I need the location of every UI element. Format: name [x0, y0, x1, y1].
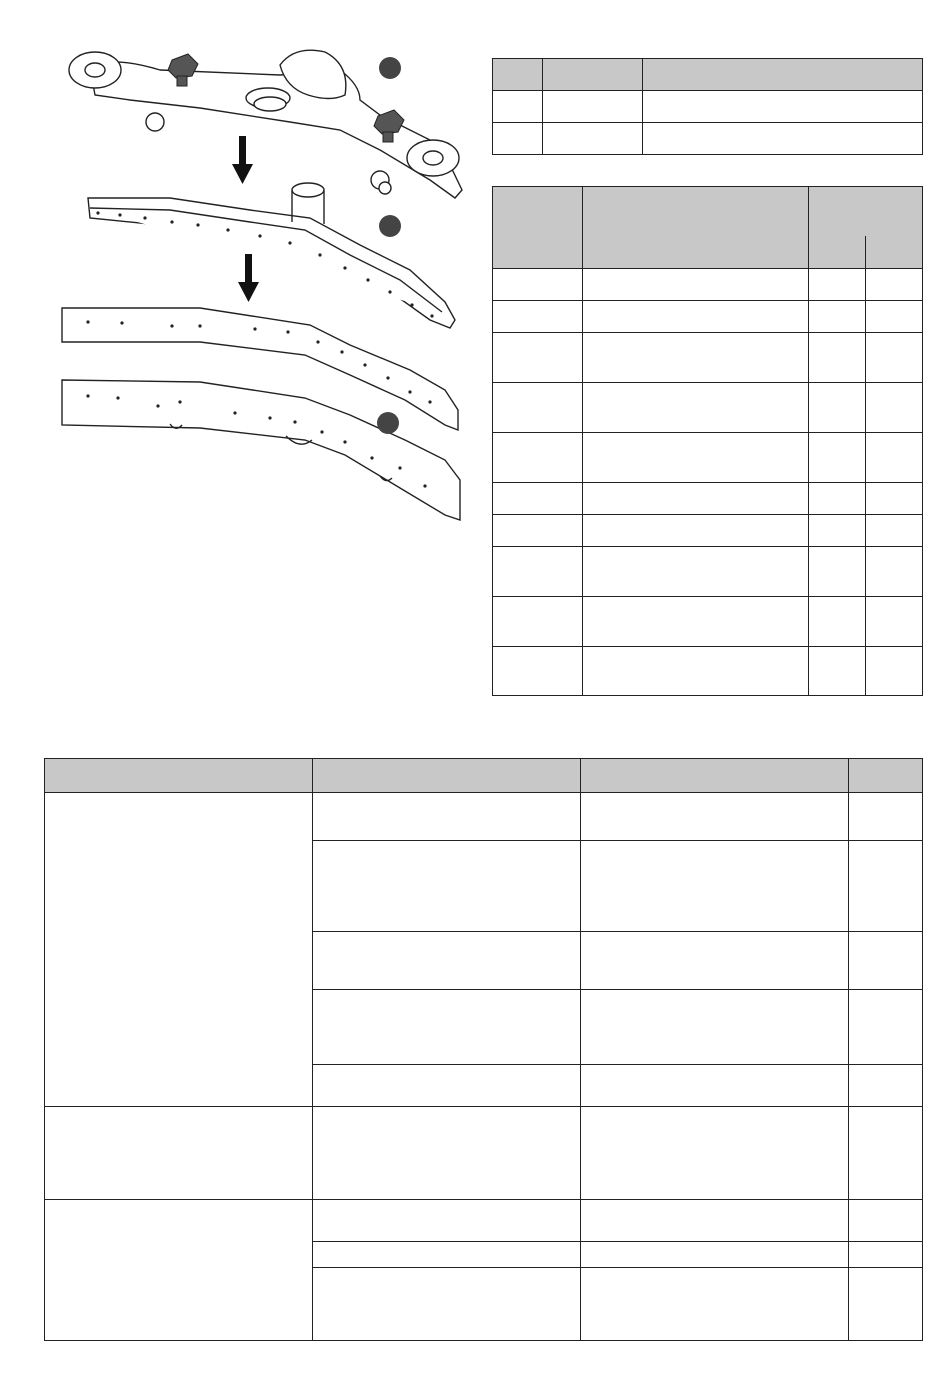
step-marker-icon: [377, 412, 399, 434]
table-cell: [581, 1242, 849, 1268]
table-header-row: [45, 759, 923, 793]
table-header-row: [493, 59, 923, 91]
table-cell: [583, 269, 809, 301]
table-header-cell: [313, 759, 581, 793]
table-cell: [581, 1065, 849, 1107]
table-cell: [866, 647, 923, 696]
table-cell: [493, 597, 583, 647]
squeegee-body-drawing: [88, 183, 455, 328]
table-cell: [313, 1200, 581, 1242]
table-header-row: [493, 187, 923, 269]
table-cell: [493, 515, 583, 547]
parts-table: [492, 186, 923, 696]
table-cell: [866, 433, 923, 483]
table-cell: [493, 433, 583, 483]
table-cell: [493, 333, 583, 383]
table-cell: [849, 1065, 923, 1107]
table-cell: [493, 301, 583, 333]
table-cell: [313, 1242, 581, 1268]
table-cell: [866, 333, 923, 383]
table-cell: [866, 515, 923, 547]
squeegee-frame-drawing: [69, 50, 462, 198]
table-header-cell: [45, 759, 313, 793]
table-cell: [583, 383, 809, 433]
table-cell: [543, 123, 643, 155]
table-row: [493, 269, 923, 301]
table-header-cell: [581, 759, 849, 793]
table-header-cell: [543, 59, 643, 91]
table-cell: [583, 301, 809, 333]
table-cell: [583, 433, 809, 483]
table-cell: [313, 990, 581, 1065]
table-row: [493, 123, 923, 155]
table-cell: [849, 990, 923, 1065]
table-cell: [849, 1200, 923, 1242]
table-header-cell: [493, 59, 543, 91]
table-cell: [313, 932, 581, 990]
table-cell: [583, 547, 809, 597]
table-cell: [643, 123, 923, 155]
table-cell: [866, 269, 923, 301]
table-cell: [583, 483, 809, 515]
table-cell: [866, 597, 923, 647]
table-cell: [866, 301, 923, 333]
table-cell: [643, 91, 923, 123]
table-cell: [313, 1107, 581, 1200]
table-cell: [809, 333, 866, 383]
table-row: [45, 1107, 923, 1200]
table-cell: [583, 647, 809, 696]
table-row: [45, 793, 923, 841]
table-cell: [809, 383, 866, 433]
table-row: [493, 483, 923, 515]
reference-table-small: [492, 58, 923, 155]
table-cell: [809, 515, 866, 547]
table-cell: [809, 597, 866, 647]
table-cell: [313, 1268, 581, 1341]
table-row: [493, 433, 923, 483]
table-cell: [809, 301, 866, 333]
table-header-cell-split: [809, 187, 923, 269]
table-cell: [543, 91, 643, 123]
table-row: [493, 597, 923, 647]
table-cell: [493, 647, 583, 696]
table-cell: [313, 1065, 581, 1107]
table-row: [493, 301, 923, 333]
table-cell: [581, 1200, 849, 1242]
table-header-cell: [493, 187, 583, 269]
table-cell: [581, 1107, 849, 1200]
table-cell: [809, 269, 866, 301]
table-cell: [583, 333, 809, 383]
table-cell: [313, 841, 581, 932]
table-cell: [581, 793, 849, 841]
table-row: [493, 547, 923, 597]
table-cell: [493, 383, 583, 433]
table-header-cell: [643, 59, 923, 91]
table-cell: [849, 1107, 923, 1200]
table-cell: [809, 547, 866, 597]
table-cell: [809, 647, 866, 696]
table-cell: [849, 1268, 923, 1341]
table-row: [493, 647, 923, 696]
table-cell: [866, 483, 923, 515]
table-row: [493, 383, 923, 433]
table-cell: [809, 433, 866, 483]
rear-blade-drawing: [62, 380, 460, 520]
table-cell-group: [45, 1200, 313, 1341]
step-marker-icon: [379, 215, 401, 237]
table-row: [493, 333, 923, 383]
table-cell: [493, 123, 543, 155]
table-cell: [581, 1268, 849, 1341]
table-cell: [849, 841, 923, 932]
table-cell: [866, 383, 923, 433]
arrow-down-icon: [238, 254, 259, 302]
table-cell-group: [45, 793, 313, 1107]
squeegee-assembly-illustration: [50, 40, 480, 540]
table-row: [45, 1200, 923, 1242]
table-cell: [313, 793, 581, 841]
table-cell: [581, 990, 849, 1065]
table-cell: [581, 841, 849, 932]
arrow-down-icon: [232, 136, 253, 184]
table-row: [493, 91, 923, 123]
column-divider: [865, 236, 866, 268]
table-cell: [581, 932, 849, 990]
table-cell: [493, 269, 583, 301]
table-cell: [493, 91, 543, 123]
table-header-cell: [849, 759, 923, 793]
table-cell: [809, 483, 866, 515]
table-cell: [849, 932, 923, 990]
table-row: [493, 515, 923, 547]
troubleshooting-table: [44, 758, 923, 1341]
table-cell: [493, 547, 583, 597]
table-cell: [493, 483, 583, 515]
table-cell: [849, 1242, 923, 1268]
table-cell-group: [45, 1107, 313, 1200]
step-marker-icon: [379, 57, 401, 79]
table-cell: [583, 515, 809, 547]
table-cell: [866, 547, 923, 597]
table-cell: [849, 793, 923, 841]
table-cell: [583, 597, 809, 647]
table-header-cell: [583, 187, 809, 269]
